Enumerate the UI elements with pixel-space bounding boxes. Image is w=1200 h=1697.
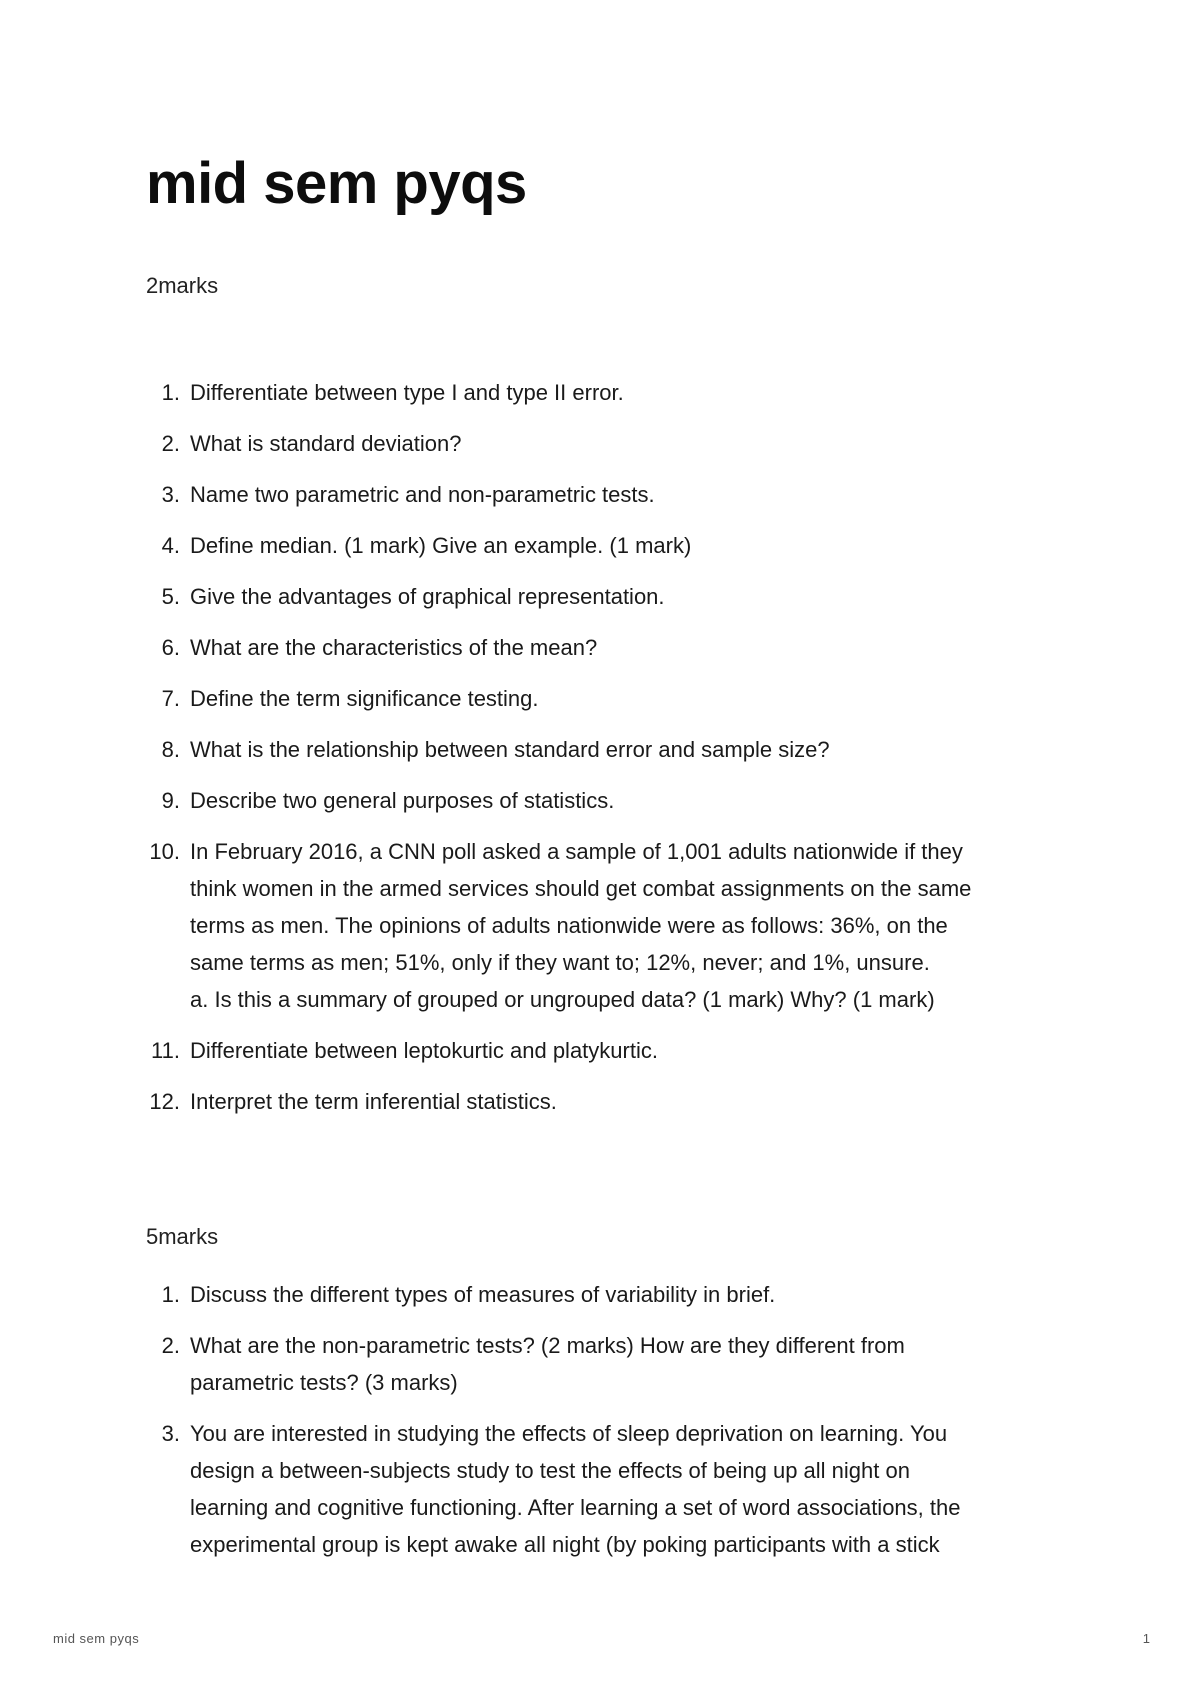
section-label-2marks: 2marks [146,273,219,298]
question-text: Name two parametric and non-parametric tests. [190,482,655,507]
list-number: 6. [161,635,180,660]
list-number: 11. [151,1038,180,1063]
question-list-2marks [149,374,1070,1134]
question-text: Differentiate between type I and type II error. [190,380,624,405]
question-text: Discuss the different types of measures of variability in brief. [190,1282,776,1307]
list-item [161,578,1070,615]
list-number: 8. [161,737,180,762]
list-number: 2. [161,431,180,456]
question-text: In February 2016, a CNN poll asked a sample of 1,001 adults nationwide if they think women in the armed services should get combat assignments on the same terms as men. The opinions of adults nationwide were as follows: 36%, on the same terms as men; 51%, only if they want to; 12%, never; and 1%, unsure. a. Is this a summary of grouped or ungrouped data? (1 mark) Why? (1 mark) [190,839,972,1012]
question-text: Give the advantages of graphical representation. [190,584,665,609]
list-item [161,374,1070,411]
list-item [161,629,1070,666]
question-text: Define the term significance testing. [190,686,539,711]
question-text: Describe two general purposes of statistics. [190,788,615,813]
list-item [161,1415,1070,1563]
list-number: 5. [161,584,180,609]
question-text: What are the characteristics of the mean? [190,635,598,660]
list-number: 10. [149,839,180,864]
question-text: You are interested in studying the effects of sleep deprivation on learning. You design a between-subjects study to test the effects of being up all night on learning and cognitive functioning. After learning a set of word associations, the experimental group is kept awake all night (by poking participants with a stick [190,1421,961,1557]
question-text: What is the relationship between standard error and sample size? [190,737,830,762]
list-number: 3. [161,482,180,507]
list-item [161,425,1070,462]
list-number: 3. [161,1421,180,1446]
list-number: 7. [161,686,180,711]
list-item [149,1083,1070,1120]
list-number: 2. [161,1333,180,1358]
list-item [149,833,1070,1018]
footer-document-title: mid sem pyqs [53,1631,140,1646]
list-number: 12. [149,1089,180,1114]
list-number: 1. [161,380,180,405]
question-text: Differentiate between leptokurtic and platykurtic. [190,1038,658,1063]
list-number: 1. [161,1282,180,1307]
question-text: What is standard deviation? [190,431,462,456]
list-item [161,476,1070,513]
list-item [161,527,1070,564]
list-item [161,1276,1070,1313]
list-item [161,782,1070,819]
question-text: Define median. (1 mark) Give an example. (1 mark) [190,533,692,558]
list-item [161,731,1070,768]
footer-page-number: 1 [1142,1631,1150,1646]
list-number: 9. [161,788,180,813]
list-number: 4. [161,533,180,558]
question-list-5marks [161,1276,1070,1577]
list-item [161,680,1070,717]
list-item [161,1327,1070,1401]
question-text: Interpret the term inferential statistics. [190,1089,557,1114]
page-title: mid sem pyqs [146,151,527,216]
section-label-5marks: 5marks [146,1224,219,1249]
list-item [151,1032,1070,1069]
question-text: What are the non-parametric tests? (2 marks) How are they different from parametric tests? (3 marks) [190,1333,905,1395]
